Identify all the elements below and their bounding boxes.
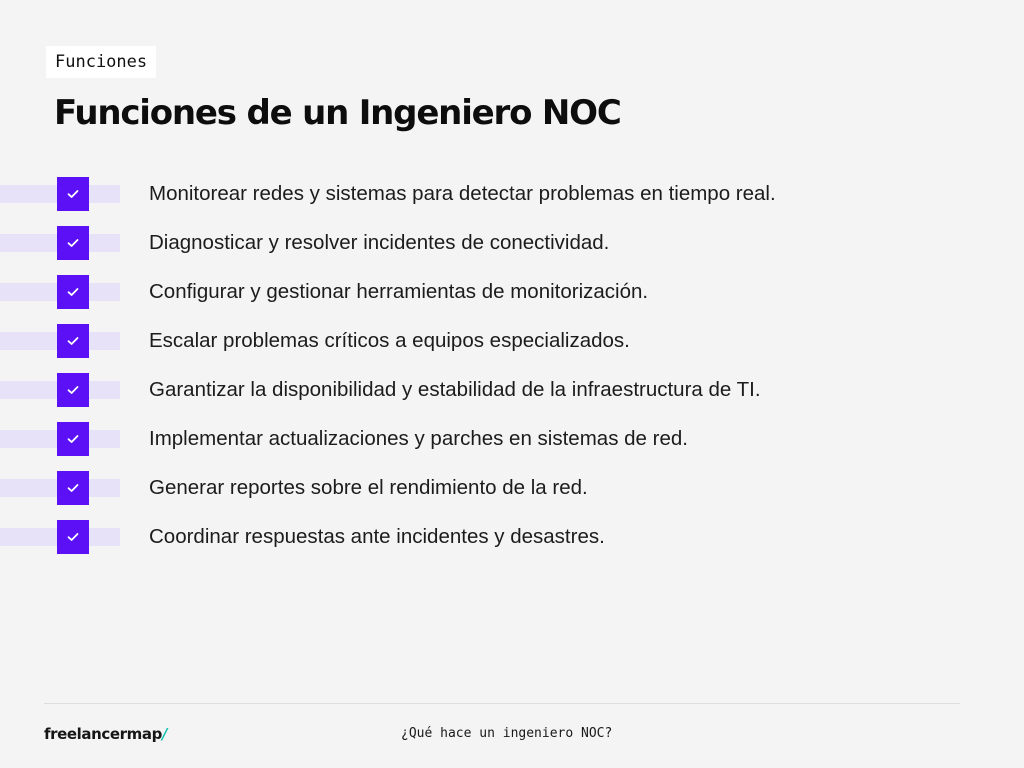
list-item <box>0 471 1024 520</box>
function-text: Escalar problemas críticos a equipos especializados. <box>149 329 630 352</box>
function-text: Diagnosticar y resolver incidentes de conectividad. <box>149 231 610 254</box>
checkmark-icon <box>57 324 89 358</box>
list-item <box>0 422 1024 471</box>
checkmark-icon <box>57 177 89 211</box>
function-text: Garantizar la disponibilidad y estabilidad de la infraestructura de TI. <box>149 378 761 401</box>
checkmark-icon <box>57 422 89 456</box>
list-item <box>0 324 1024 373</box>
function-text: Generar reportes sobre el rendimiento de la red. <box>149 476 588 499</box>
function-text: Implementar actualizaciones y parches en sistemas de red. <box>149 427 688 450</box>
page-title: Funciones de un Ingeniero NOC <box>54 93 621 133</box>
logo-slash-mark: / <box>161 725 168 743</box>
function-text: Monitorear redes y sistemas para detectar problemas en tiempo real. <box>149 182 776 205</box>
section-tag: Funciones <box>46 46 156 78</box>
freelancermap-logo[interactable] <box>44 722 167 746</box>
list-item <box>0 520 1024 569</box>
checkmark-icon <box>57 520 89 554</box>
checkmark-icon <box>57 471 89 505</box>
checkmark-icon <box>57 226 89 260</box>
list-item <box>0 226 1024 275</box>
checkmark-icon <box>57 275 89 309</box>
footer-divider <box>44 703 960 704</box>
checkmark-icon <box>57 373 89 407</box>
functions-list <box>0 177 1024 569</box>
list-item <box>0 275 1024 324</box>
function-text: Coordinar respuestas ante incidentes y desastres. <box>149 525 605 548</box>
list-item <box>0 177 1024 226</box>
logo-text: freelancermap <box>44 725 162 743</box>
list-item <box>0 373 1024 422</box>
footer-caption: ¿Qué hace un ingeniero NOC? <box>401 726 613 741</box>
function-text: Configurar y gestionar herramientas de monitorización. <box>149 280 649 303</box>
